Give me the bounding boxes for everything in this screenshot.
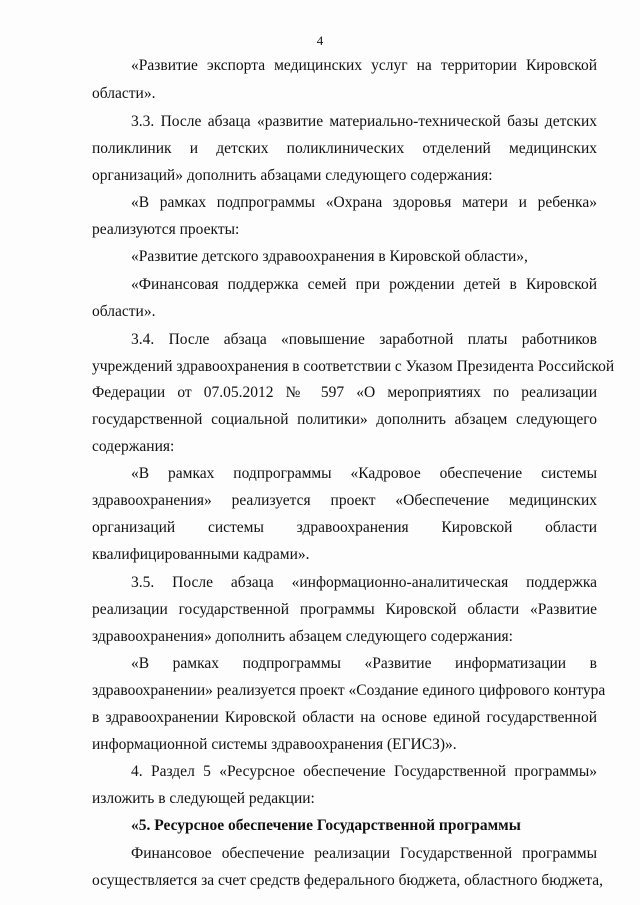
- text-line: Финансовое обеспечение реализации Государственной программы: [131, 845, 597, 862]
- text-line: информационной системы здравоохранения (ЕГИСЗ)».: [92, 736, 457, 753]
- text-line: «Развитие детского здравоохранения в Кировской области»,: [131, 248, 528, 265]
- text-line: области».: [92, 85, 156, 102]
- text-line: области».: [92, 303, 156, 320]
- text-line: изложить в следующей редакции:: [92, 790, 315, 807]
- text-line: здравоохранения» реализуется проект «Обеспечение медицинских: [92, 492, 597, 509]
- page-number: 4: [316, 33, 324, 48]
- text-line: «Финансовая поддержка семей при рождении детей в Кировской: [131, 276, 597, 293]
- text-line: «В рамках подпрограммы «Развитие информатизации в: [131, 655, 597, 672]
- text-line: здравоохранении» реализуется проект «Создание единого цифрового контура: [92, 682, 606, 699]
- text-line: поликлиник и детских поликлинических отделений медицинских: [92, 140, 597, 157]
- text-line: «В рамках подпрограммы «Кадровое обеспечение системы: [131, 465, 597, 482]
- text-line: 3.5. После абзаца «информационно-аналитическая поддержка: [131, 574, 597, 591]
- text-line: «Развитие экспорта медицинских услуг на территории Кировской: [131, 57, 597, 74]
- text-line: 4. Раздел 5 «Ресурсное обеспечение Государственной программы»: [131, 763, 597, 780]
- section-heading: «5. Ресурсное обеспечение Государственной программы: [131, 817, 521, 834]
- text-line: реализуются проекты:: [92, 221, 240, 238]
- text-line: здравоохранения» дополнить абзацем следующего содержания:: [92, 628, 513, 645]
- text-line: государственной социальной политики» дополнить абзацем следующего: [92, 411, 597, 428]
- text-line: содержания:: [92, 438, 175, 455]
- text-line: 3.4. После абзаца «повышение заработной платы работников: [131, 331, 597, 348]
- text-line: 3.3. После абзаца «развитие материально-технической базы детских: [131, 113, 597, 130]
- text-line: осуществляется за счет средств федерального бюджета, областного бюджета,: [92, 872, 603, 889]
- text-line: организаций системы здравоохранения Кировской области: [92, 519, 597, 536]
- text-line: в здравоохранении Кировской области на основе единой государственной: [92, 709, 597, 726]
- text-line: реализации государственной программы Кировской области «Развитие: [92, 601, 597, 618]
- text-line: организаций» дополнить абзацами следующего содержания:: [92, 167, 493, 184]
- text-line: «В рамках подпрограммы «Охрана здоровья матери и ребенка»: [131, 194, 597, 211]
- text-line: квалифицированными кадрами».: [92, 546, 310, 563]
- text-line: учреждений здравоохранения в соответствии с Указом Президента Российской: [92, 358, 615, 375]
- text-line: Федерации от 07.05.2012 № 597 «О мероприятиях по реализации: [92, 384, 597, 401]
